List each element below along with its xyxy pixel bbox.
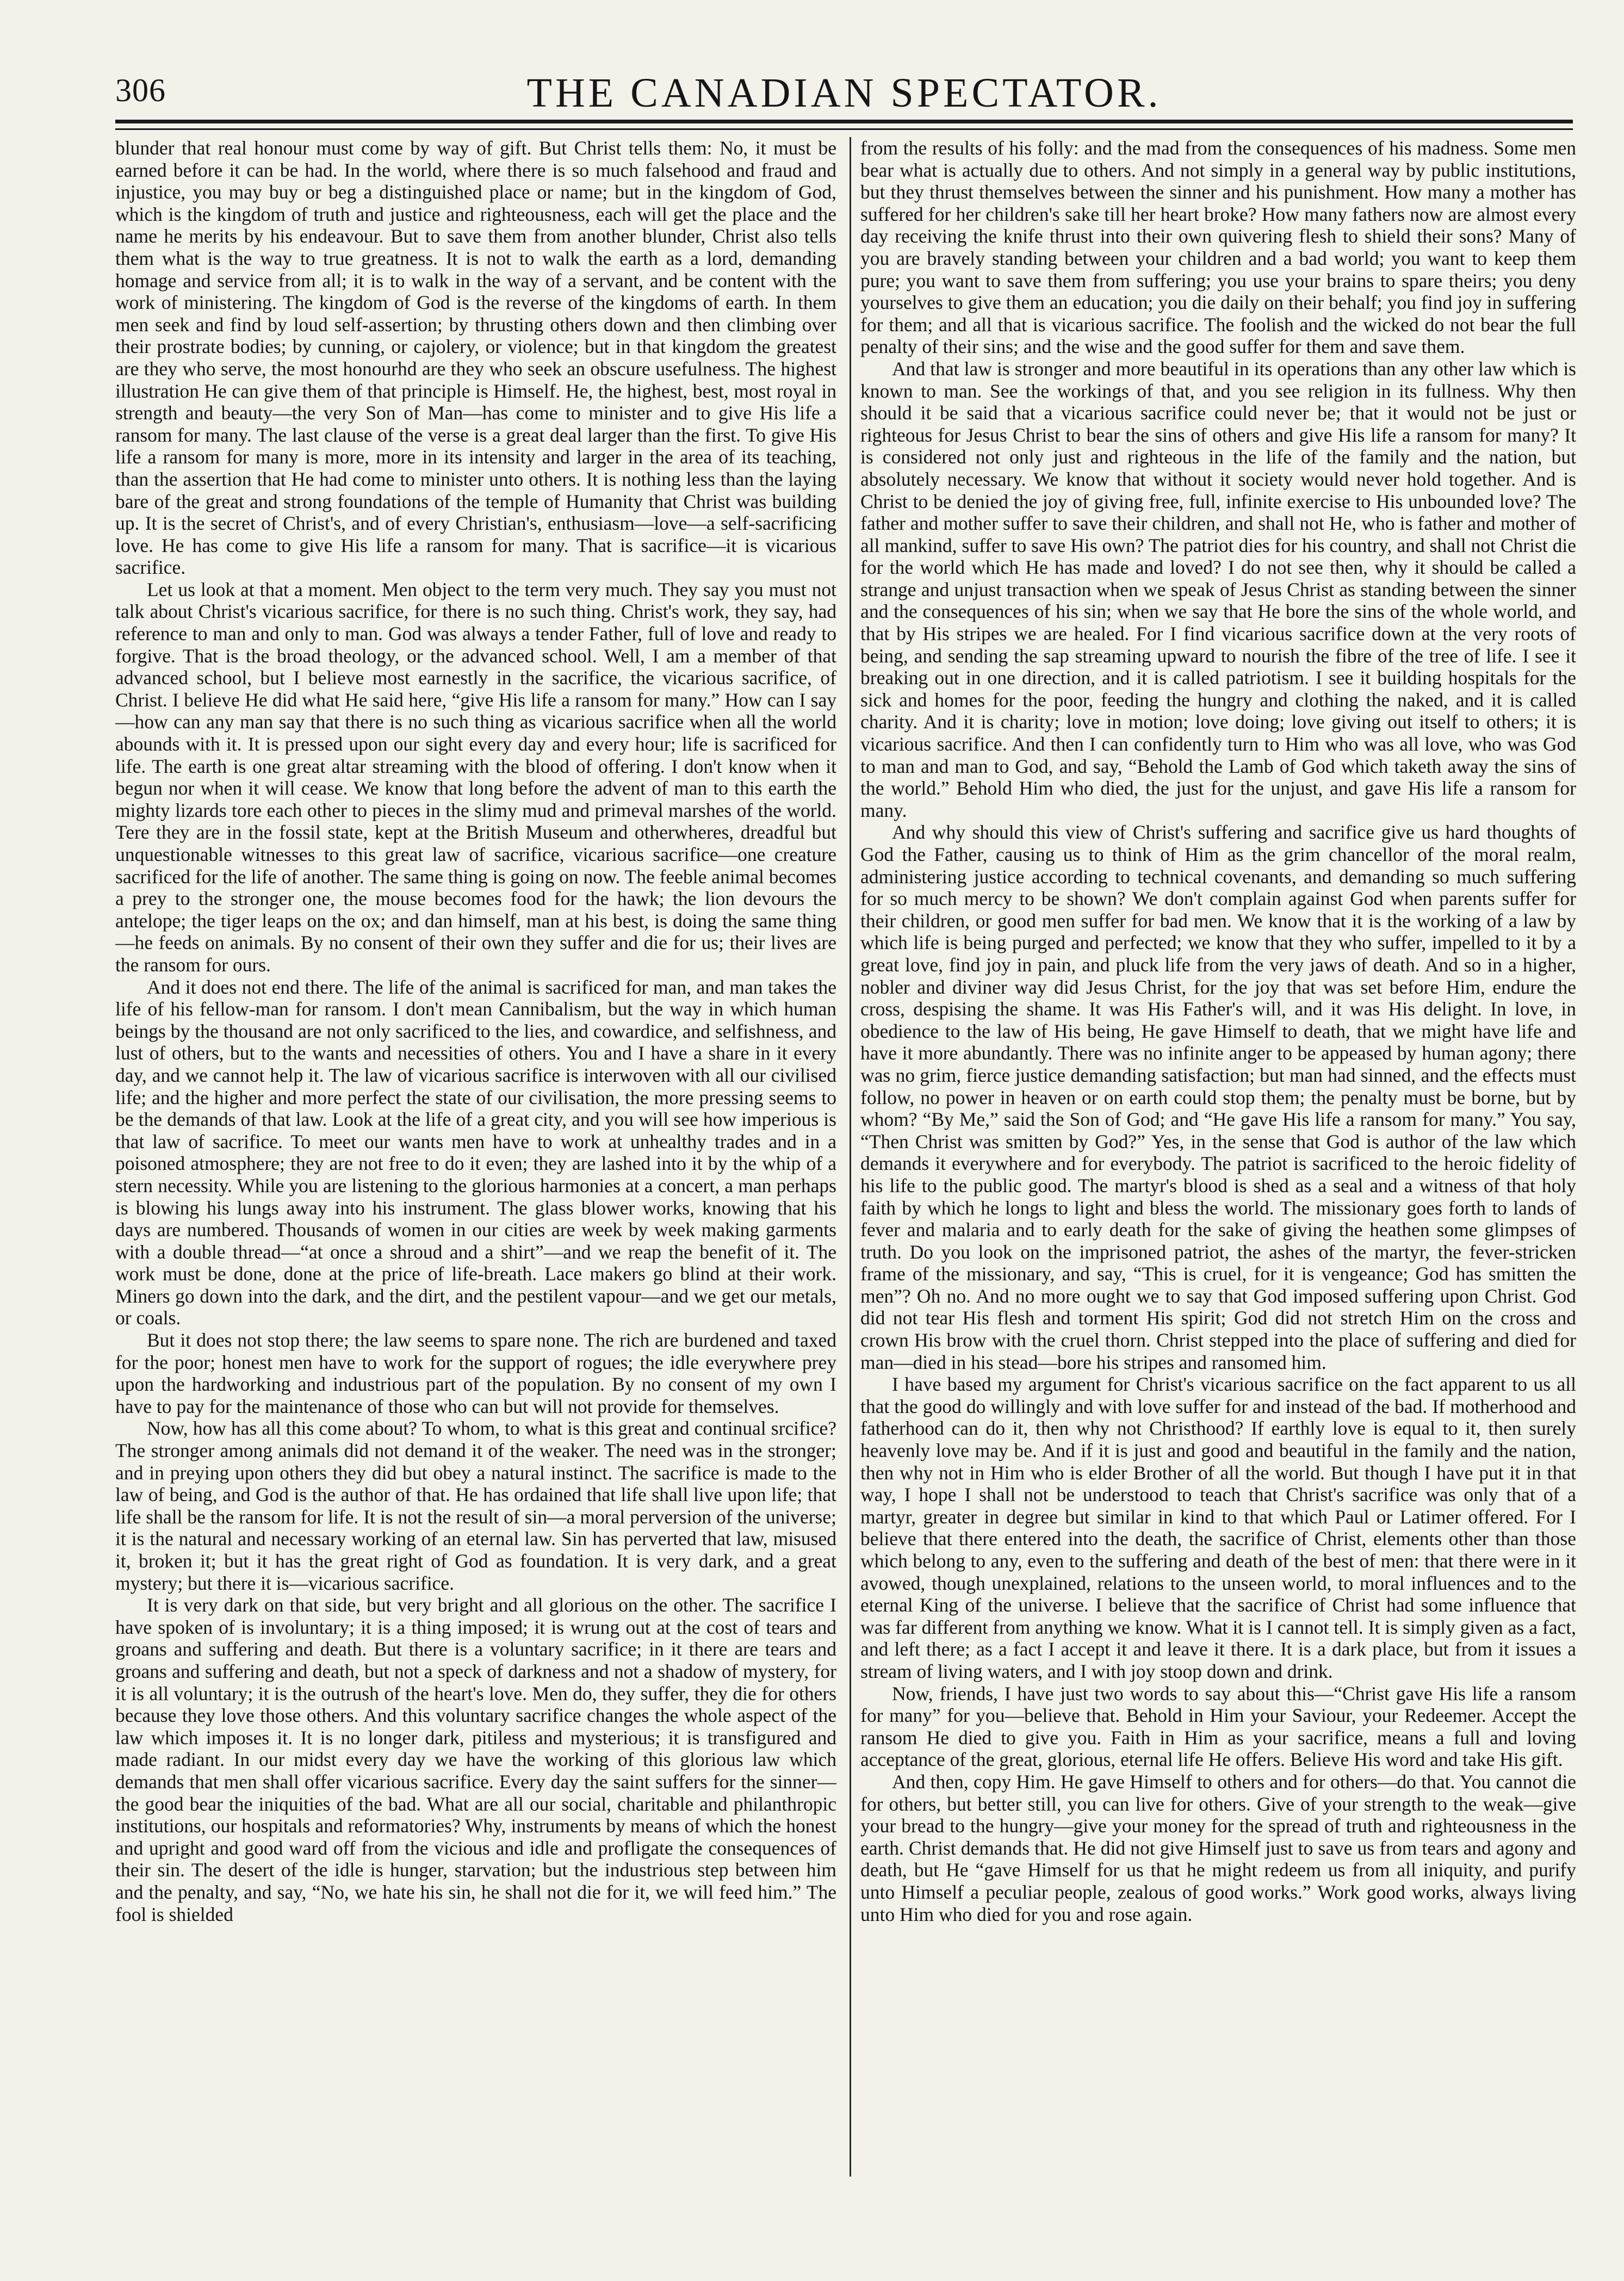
left-column xyxy=(115,137,836,2204)
paragraph: And why should this view of Christ's suffering and sacrifice give us hard thoughts of God the Father, causing us to think of Him as the grim chancellor of the moral realm, administering justice according to technical covenants, and demanding so much suffering for so much mercy to be shown? We don't complain against God when parents suffer for their children, or good men suffer for bad men. We know that it is the working of a law by which life is being purged and perfected; we know that they who suffer, impelled to it by a great love, find joy in pain, and pluck life from the very jaws of death. And so in a higher, nobler and diviner way did Jesus Christ, for the joy that was set before Him, endure the cross, despising the shame. It was His Father's will, and it was His delight. In love, in obedience to the law of His being, He gave Himself to death, that we might have life and have it more abundantly. There was no infinite anger to be appeased by human agony; there was no grim, fierce justice demanding satisfaction; but man had sinned, and the effects must follow, no power in heaven or on earth could stop them; the penalty must be borne, but by whom? “By Me,” said the Son of God; and “He gave His life a ransom for many.” You say, “Then Christ was smitten by God?” Yes, in the sense that God is author of the law which demands it everywhere and for everybody. The patriot is sacrificed to the heroic fidelity of his life to the public good. The martyr's blood is shed as a seal and a witness of that holy faith by which he longs to light and bless the world. The missionary goes forth to lands of fever and malaria and to early death for the sake of giving the heathen some glimpses of truth. Do you look on the imprisoned patriot, the ashes of the martyr, the fever-stricken frame of the missionary, and say, “This is cruel, for it is vengeance; God has smitten the men”? Oh no. And no more ought we to say that God imposed suffering upon Christ. God did not tear His flesh and torment His spirit; God did not stretch Him on the cross and crown His brow with the cruel thorn. Christ stepped into the place of suffering and died for man—died in his stead—bore his stripes and ransomed him. xyxy=(860,821,1576,1373)
paragraph: And then, copy Him. He gave Himself to others and for others—do that. You cannot die for others, but better still, you can live for others. Give of your strength to the weak—give your bread to the hungry—give your money for the spread of truth and righteousness in the earth. Christ demands that. He did not give Himself just to save us from tears and agony and death, but He “gave Himself for us that he might redeem us from all iniquity, and purify unto Himself a peculiar people, zealous of good works.” Work good works, always living unto Him who died for you and rose again. xyxy=(860,1770,1576,1925)
paragraph: And that law is stronger and more beautiful in its operations than any other law which is known to man. See the workings of that, and you see religion in its fullness. Why then should it be said that a vicarious sacrifice could never be; that it would not be just or righteous for Jesus Christ to bear the sins of others and give His life a ransom for many? It is considered not only just and righteous in the life of the family and the nation, but absolutely necessary. We know that without it society would never hold together. And is Christ to be denied the joy of giving free, full, infinite exercise to His unbounded love? The father and mother suffer to save their children, and shall not He, who is father and mother of all mankind, suffer to save His own? The patriot dies for his country, and shall not Christ die for the world which He has made and loved? I do not see then, why it should be called a strange and unjust transaction when we speak of Jesus Christ as standing between the sinner and the consequences of his sin; when we say that He bore the sins of the whole world, and that by His stripes we are healed. For I find vicarious sacrifice down at the very roots of being, and sending the sap streaming upward to nourish the fibre of the tree of life. I see it breaking out in one direction, and it is called patriotism. I see it building hospitals for the sick and homes for the poor, feeding the hungry and clothing the naked, and it is called charity. And it is charity; love in motion; love doing; love giving out itself to others; it is vicarious sacrifice. And then I can confidently turn to Him who was all love, who was God to man and man to God, and say, “Behold the Lamb of God which taketh away the sins of the world.” Behold Him who died, the just for the unjust, and gave His life a ransom for many. xyxy=(860,357,1576,821)
paragraph: But it does not stop there; the law seems to spare none. The rich are burdened and taxed for the poor; honest men have to work for the support of rogues; the idle everywhere prey upon the hardworking and industrious part of the population. By no consent of my own I have to pay for the maintenance of those who can but will not provide for themselves. xyxy=(115,1329,836,1417)
paragraph: And it does not end there. The life of the animal is sacrificed for man, and man takes the life of his fellow-man for ransom. I don't mean Cannibalism, but the way in which human beings by the thousand are not only sacrificed to the lies, and cowardice, and selfishness, and lust of others, but to the wants and necessities of others. You and I have a share in it every day, and we cannot help it. The law of vicarious sacrifice is interwoven with all our civilised life; and the higher and more perfect the state of our civilisation, the more pressing seems to be the demands of that law. Look at the life of a great city, and you will see how imperious is that law of sacrifice. To meet our wants men have to work at unhealthy trades and in a poisoned atmosphere; they are not free to do it even; they are lashed into it by the whip of a stern necessity. While you are listening to the glorious harmonies at a concert, a man perhaps is blowing his lungs away into his instrument. The glass blower works, knowing that his days are numbered. Thousands of women in our cities are week by week making garments with a double thread—“at once a shroud and a shirt”—and we reap the benefit of it. The work must be done, done at the price of life-breath. Lace makers go blind at their work. Miners go down into the dark, and the dirt, and the pestilent vapour—and we get our metals, or coals. xyxy=(115,976,836,1329)
paragraph: Let us look at that a moment. Men object to the term very much. They say you must not talk about Christ's vicarious sacrifice, for there is no such thing. Christ's work, they say, had reference to man and only to man. God was always a tender Father, full of love and ready to forgive. That is the broad theology, or the advanced school. Well, I am a member of that advanced school, but I believe most earnestly in the sacrifice, the vicarious sacrifice, of Christ. I believe He did what He said here, “give His life a ransom for many.” How can I say—how can any man say that there is no such thing as vicarious sacrifice when all the world abounds with it. It is pressed upon our sight every day and every hour; life is sacrificed for life. The earth is one great altar streaming with the blood of offering. I don't know when it begun nor when it will cease. We know that long before the advent of man to this earth the mighty lizards tore each other to pieces in the slimy mud and primeval marshes of the world. Tere they are in the fossil state, kept at the British Museum and otherwheres, dreadful but unquestionable witnesses to this great law of sacrifice, vicarious sacrifice—one creature sacrificed for the life of another. The same thing is going on now. The feeble animal becomes a prey to the stronger one, the mouse becomes food for the hawk; the lion devours the antelope; the tiger leaps on the ox; and dan himself, man at his best, is doing the same thing—he feeds on animals. By no consent of their own they suffer and die for us; their lives are the ransom for ours. xyxy=(115,578,836,976)
page-header xyxy=(115,70,1573,122)
journal-title: THE CANADIAN SPECTATOR. xyxy=(526,70,1162,116)
paragraph: Now, how has all this come about? To whom, to what is this great and continual srcifice? The stronger among animals did not demand it of the weaker. The need was in the stronger; and in preying upon others they did but obey a natural instinct. The sacrifice is made to the law of being, and God is the author of that. He has ordained that life shall live upon life; that life shall be the ransom for life. It is not the result of sin—a moral perversion of the universe; it is the natural and necessary working of an eternal law. Sin has perverted that law, misused it, broken it; but it has the great right of God as foundation. It is very dark, and a great mystery; but there it is—vicarious sacrifice. xyxy=(115,1417,836,1594)
paragraph: from the results of his folly: and the mad from the consequences of his madness. Some men bear what is actually due to others. And not simply in a general way by public institutions, but they thrust themselves between the sinner and his punishment. How many a mother has suffered for her children's sake till her heart broke? How many fathers now are almost every day receiving the knife thrust into their own quivering flesh to shield their sons? Many of you are bravely standing between your children and a bad world; you want to keep them pure; you want to save them from suffering; you use your brains to spare theirs; you deny yourselves to give them an education; you die daily on their behalf; you find joy in suffering for them; and all that is vicarious sacrifice. The foolish and the wicked do not bear the full penalty of their sins; and the wise and the good suffer for them and save them. xyxy=(860,137,1576,358)
right-column xyxy=(860,137,1576,2204)
paragraph: It is very dark on that side, but very bright and all glorious on the other. The sacrifice I have spoken of is involuntary; it is a thing imposed; it is wrung out at the cost of tears and groans and suffering and death. But there is a voluntary sacrifice; in it there are tears and groans and suffering and death, but not a speck of darkness and not a shadow of mystery, for it is all voluntary; it is the outrush of the heart's love. Men do, they suffer, they die for others because they love those others. And this voluntary sacrifice changes the whole aspect of the law which imposes it. It is no longer dark, pitiless and mysterious; it is transfigured and made radiant. In our midst every day we have the working of this glorious law which demands that men shall offer vicarious sacrifice. Every day the saint suffers for the sinner—the good bear the iniquities of the bad. What are all our social, charitable and philanthropic institutions, our hospitals and reformatories? Why, instruments by means of which the honest and upright and good ward off from the vicious and idle and profligate the consequences of their sin. The desert of the idle is hunger, starvation; but the industrious step between him and the penalty, and say, “No, we hate his sin, he shall not die for it, we will feed him.” The fool is shielded xyxy=(115,1594,836,1925)
page-number: 306 xyxy=(115,72,166,108)
paragraph: I have based my argument for Christ's vicarious sacrifice on the fact apparent to us all that the good do willingly and with love suffer for and instead of the bad. If motherhood and fatherhood can do it, then why not Christhood? If earthly love is equal to it, then surely heavenly love may be. And if it is just and good and beautiful in the family and the nation, then why not in Him who is elder Brother of all the world. But though I have put it in that way, I hope I shall not be understood to teach that Christ's sacrifice was only that of a martyr, greater in degree but similar in kind to that which Paul or Latimer offered. For I believe that there entered into the death, the sacrifice of Christ, elements other than those which belong to any, even to the suffering and death of the best of men: that there were in it avowed, though unexplained, relations to the unseen world, to moral influences and to the eternal King of the universe. I believe that the sacrifice of Christ had some influence that was far different from anything we know. What it is I cannot tell. It is simply given as a fact, and left there; as a fact I accept it and leave it there. It is a dark place, but from it issues a stream of living waters, and I with joy stoop down and drink. xyxy=(860,1373,1576,1682)
paragraph: Now, friends, I have just two words to say about this—“Christ gave His life a ransom for many” for you—believe that. Behold in Him your Saviour, your Redeemer. Accept the ransom He died to give you. Faith in Him as your sacrifice, means a full and loving acceptance of the great, glorious, eternal life He offers. Believe His word and take His gift. xyxy=(860,1682,1576,1771)
header-rule-thin xyxy=(115,128,1573,130)
paragraph: blunder that real honour must come by way of gift. But Christ tells them: No, it must be earned before it can be had. In the world, where there is so much falsehood and fraud and injustice, you may buy or beg a distinguished place or name; but in the kingdom of God, which is the kingdom of truth and justice and righteousness, each will get the place and the name he merits by his endeavour. But to save them from another blunder, Christ also tells them what is the way to true greatness. It is not to walk the earth as a lord, demanding homage and service from all; it is to walk in the way of a servant, and be content with the work of ministering. The kingdom of God is the reverse of the kingdoms of earth. In them men seek and find by loud self-assertion; by thrusting others down and then climbing over their prostrate bodies; by cunning, or cajolery, or violence; but in that kingdom the greatest are they who serve, the most honourhd are they who seek an obscure usefulness. The highest illustration He can give them of that principle is Himself. He, the highest, best, most royal in strength and beauty—the very Son of Man—has come to minister and to give His life a ransom for many. The last clause of the verse is a great deal larger than the first. To give His life a ransom for many is more, more in its intensity and larger in the area of its teaching, than the assertion that He had come to minister unto others. It is nothing less than the laying bare of the great and strong foundations of the temple of Humanity that Christ was building up. It is the secret of Christ's, and of every Christian's, enthusiasm—love—a self-sacrificing love. He has come to give His life a ransom for many. That is sacrifice—it is vicarious sacrifice. xyxy=(115,137,836,579)
header-rule-thick xyxy=(115,120,1573,123)
column-divider xyxy=(850,137,851,2177)
